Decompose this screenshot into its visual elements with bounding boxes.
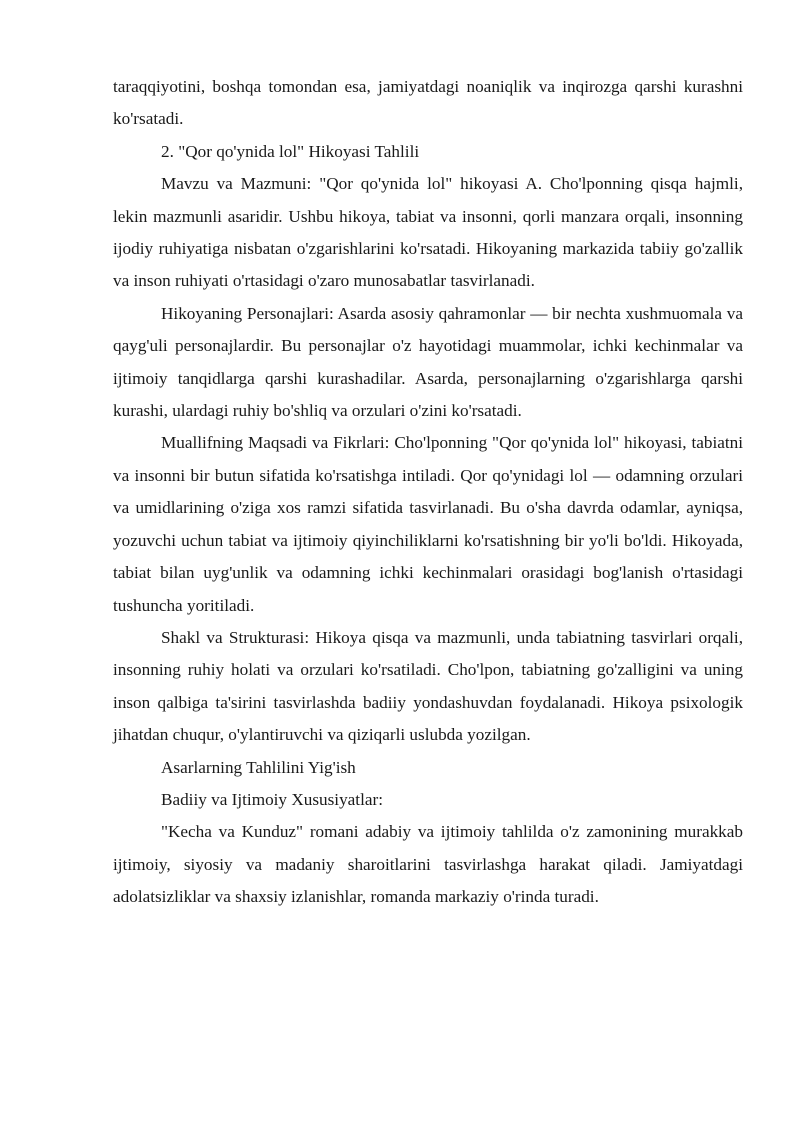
subheading-summary: Asarlarning Tahlilini Yig'ish: [161, 757, 356, 777]
paragraph-characters: Hikoyaning Personajlari: Asarda asosiy qahramonlar — bir nechta xushmuomala va qayg'uli personajlardir. Bu personajlar o'z hayotidagi muammolar, ichki kechinmalar va ijtimoiy tanqidlarga qarshi kurashadilar. Asarda, personajlarning o'zgarishlarga qarshi kurashi, ulardagi ruhiy bo'shliq va orzulari o'zini ko'rsatadi.: [113, 303, 743, 421]
paragraph-form-structure: Shakl va Strukturasi: Hikoya qisqa va mazmunli, unda tabiatning tasvirlari orqali, insonning ruhiy holati va orzulari ko'rsatiladi. Cho'lpon, tabiatning go'zalligini va uning inson qalbiga ta'sirini tasvirlashda badiiy yondashuvdan foydalanadi. Hikoya psixologik jihatdan chuqur, o'ylantiruvchi va qiziqarli uslubda yozilgan.: [113, 627, 743, 745]
paragraph-continuation: taraqqiyotini, boshqa tomondan esa, jamiyatdagi noaniqlik va inqirozga qarshi kurashni ko'rsatadi.: [113, 77, 743, 129]
section-heading: 2. "Qor qo'ynida lol" Hikoyasi Tahlili: [161, 141, 420, 161]
body-text: [113, 71, 743, 914]
paragraph-theme: Mavzu va Mazmuni: "Qor qo'ynida lol" hikoyasi A. Cho'lponning qisqa hajmli, lekin mazmunli asaridir. Ushbu hikoya, tabiat va insonni, qorli manzara orqali, insonning ijodiy ruhiyatiga nisbatan o'zgarishlarini ko'rsatadi. Hikoyaning markazida tabiiy go'zallik va inson ruhiyati o'rtasidagi o'zaro munosabatlar tasvirlanadi.: [113, 174, 743, 291]
subheading-features: Badiiy va Ijtimoiy Xususiyatlar:: [161, 789, 383, 809]
paragraph-author-purpose: Muallifning Maqsadi va Fikrlari: Cho'lponning "Qor qo'ynida lol" hikoyasi, tabiatni va insonni bir butun sifatida ko'rsatishga intiladi. Qor qo'ynidagi lol — odamning orzulari va umidlarining o'ziga xos ramzi sifatida tasvirlanadi. Bu o'sha davrda odamlar, ayniqsa, yozuvchi uchun tabiat va ijtimoiy qiyinchiliklarni ko'rsatishning bir yo'li bo'ldi. Hikoyada, tabiat bilan uyg'unlik va odamning ichki kechinmalari orasidagi bog'lanish o'rtasidagi tushuncha yoritiladi.: [113, 433, 743, 615]
paragraph-novel-analysis: "Kecha va Kunduz" romani adabiy va ijtimoiy tahlilda o'z zamonining murakkab ijtimoiy, siyosiy va madaniy sharoitlarini tasvirlashga harakat qiladi. Jamiyatdagi adolatsizliklar va shaxsiy izlanishlar, romanda markaziy o'rinda turadi.: [113, 822, 743, 907]
